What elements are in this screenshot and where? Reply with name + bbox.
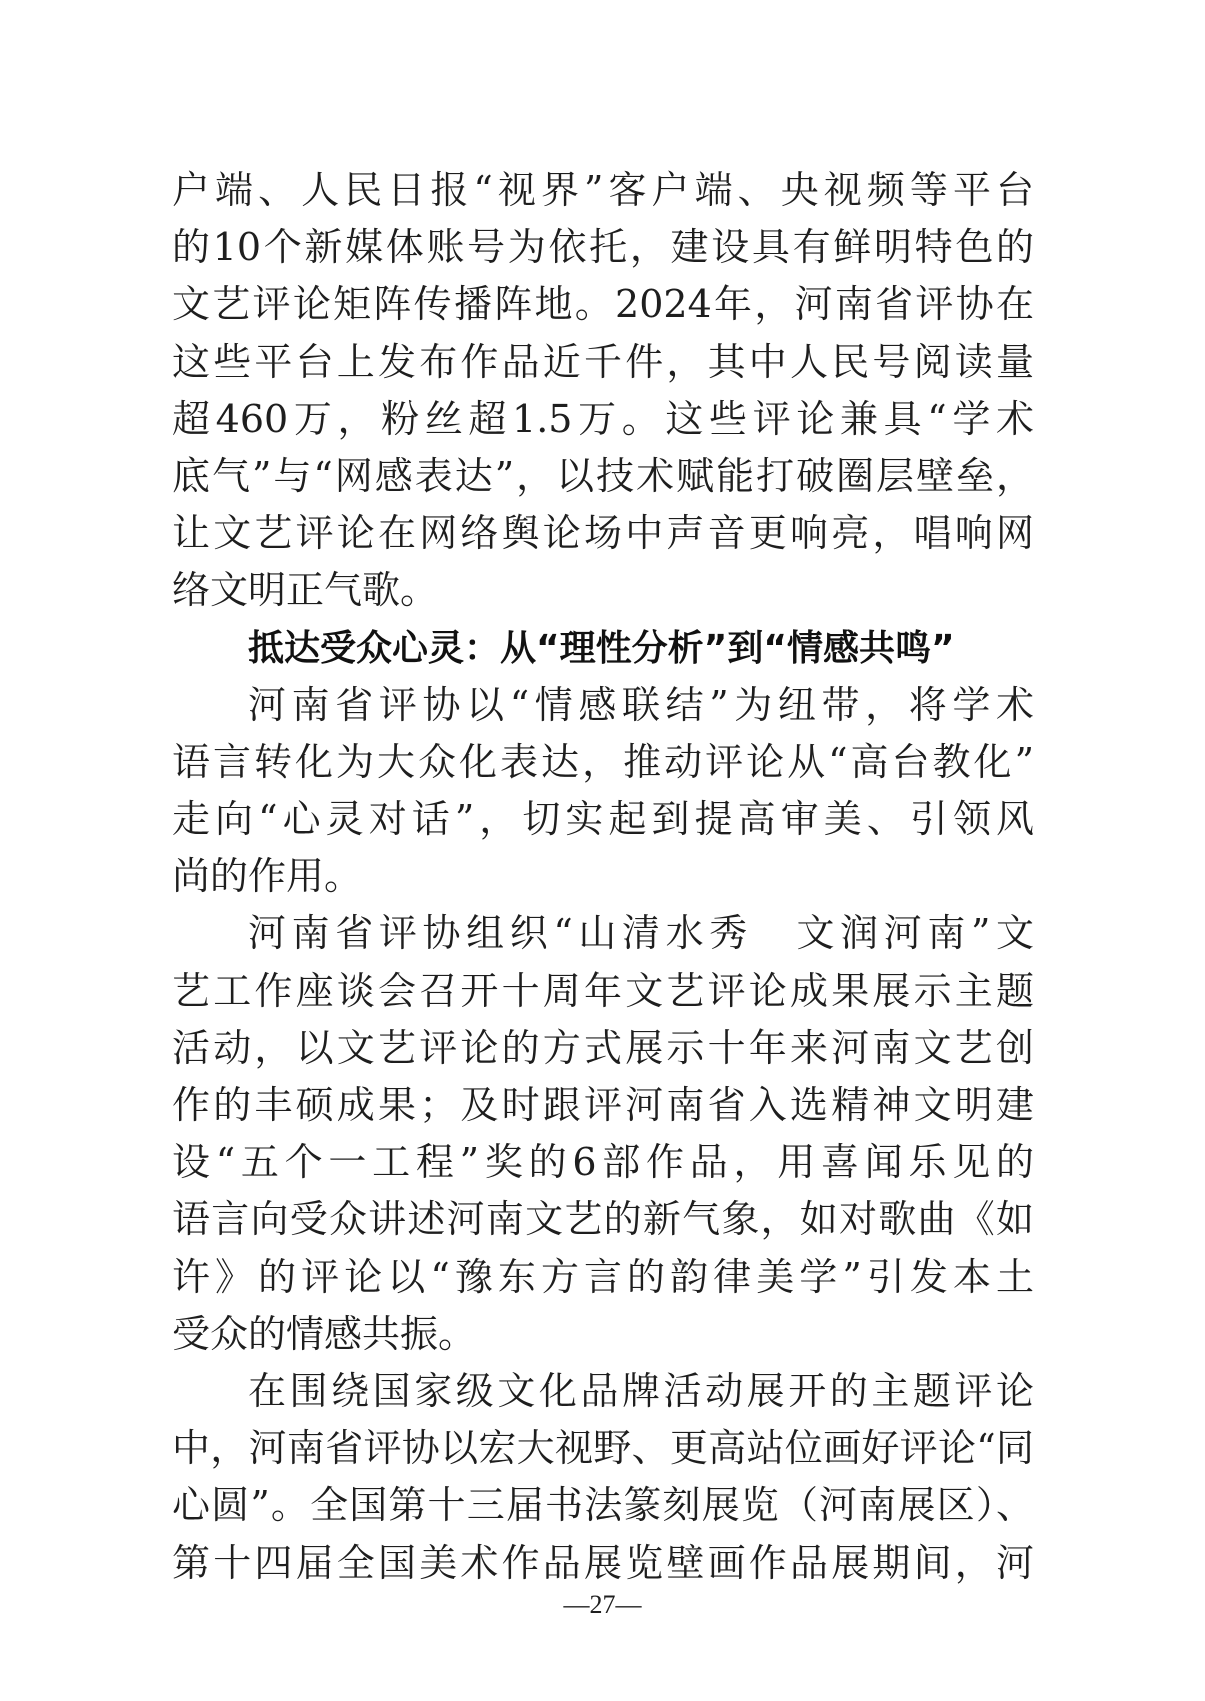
text-line: 受众的情感共振。 (172, 1311, 477, 1356)
text-line: 艺工作座谈会召开十周年文艺评论成果展示主题 (172, 968, 1034, 1013)
text-line: 尚的作用。 (172, 854, 363, 899)
text-line: 走向“心灵对话”，切实起到提高审美、引领风 (172, 797, 1034, 842)
text-line: 这些平台上发布作品近千件，其中人民号阅读量 (172, 339, 1034, 384)
paragraph-1 (172, 677, 1034, 906)
text-line: 活动，以文艺评论的方式展示十年来河南文艺创 (172, 1025, 1034, 1070)
text-line: 户端、人民日报“视界”客户端、央视频等平台 (172, 168, 1034, 212)
text-line: 让文艺评论在网络舆论场中声音更响亮，唱响网 (172, 511, 1034, 556)
text-line: 河南省评协组织“山清水秀 文润河南”文 (248, 911, 1034, 956)
text-line: 中，河南省评协以宏大视野、更高站位画好评论“同 (172, 1426, 1034, 1471)
page-number: —27— (563, 1590, 642, 1619)
text-line: 络文明正气歌。 (172, 568, 439, 613)
text-line: 语言向受众讲述河南文艺的新气象，如对歌曲《如 (172, 1197, 1034, 1242)
text-line: 底气”与“网感表达”，以技术赋能打破圈层壁垒， (172, 453, 1034, 498)
text-line: 河南省评协以“情感联结”为纽带，将学术 (248, 682, 1034, 727)
text-line: 设“五个一工程”奖的6部作品，用喜闻乐见的 (172, 1140, 1034, 1185)
text-line: 第十四届全国美术作品展览壁画作品展期间，河 (172, 1540, 1034, 1585)
text-line: 超460万，粉丝超1.5万。这些评论兼具“学术 (172, 396, 1034, 441)
section-heading: 抵达受众心灵：从“理性分析”到“情感共鸣” (248, 627, 955, 669)
paragraph-3 (172, 1363, 1034, 1592)
text-line: 的10个新媒体账号为依托，建设具有鲜明特色的 (172, 225, 1034, 270)
body-text (172, 162, 1034, 1592)
text-line: 语言转化为大众化表达，推动评论从“高台教化” (172, 739, 1034, 784)
paragraph-continued (172, 162, 1034, 620)
text-line: 在围绕国家级文化品牌活动展开的主题评论 (248, 1368, 1034, 1413)
text-line: 心圆”。全国第十三届书法篆刻展览（河南展区）、 (172, 1483, 1034, 1528)
text-line: 许》的评论以“豫东方言的韵律美学”引发本土 (172, 1254, 1034, 1299)
paragraph-2 (172, 905, 1034, 1363)
text-line: 文艺评论矩阵传播阵地。2024年，河南省评协在 (172, 282, 1034, 327)
text-line: 作的丰硕成果；及时跟评河南省入选精神文明建 (172, 1083, 1034, 1127)
